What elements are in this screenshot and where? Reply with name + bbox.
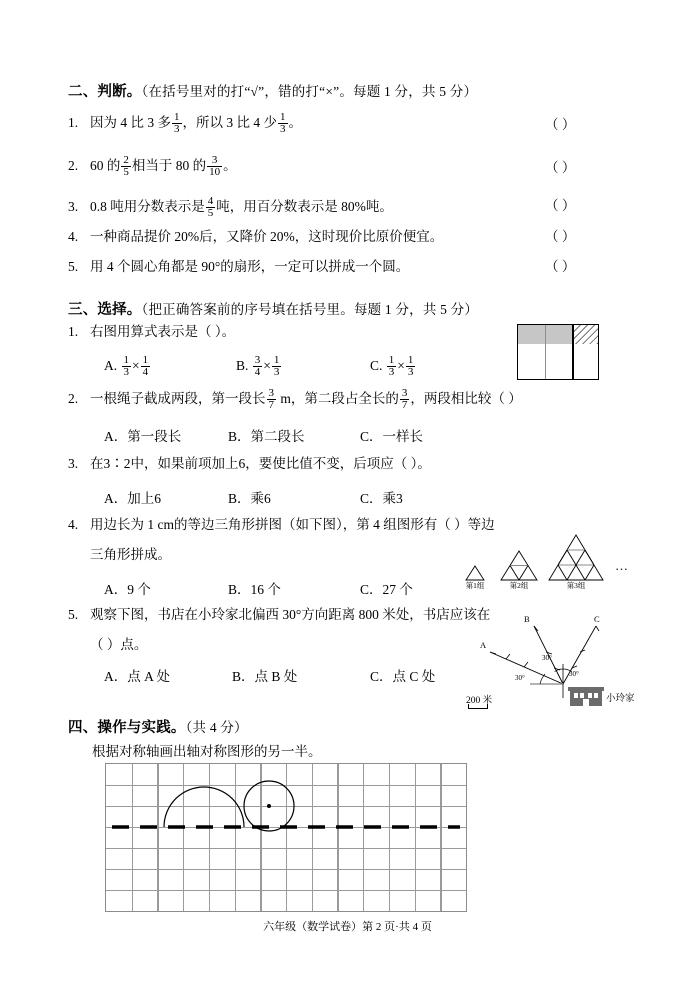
symmetry-grid[interactable] [105, 763, 467, 912]
choice-item-3-stem [68, 457, 431, 471]
judge-item-1 [68, 112, 302, 136]
judge-item-3-fraction-1: $\frac{4}{5}$ [207, 194, 214, 220]
choice-item-4-number: 4. [68, 517, 79, 532]
choice-item-2-stem [68, 388, 522, 412]
map-scale-bar [466, 692, 492, 706]
choice-item-5-stem-line1 [68, 608, 490, 622]
triangle-group-3 [545, 533, 607, 590]
triangle-group-3-label: 第3组 [566, 581, 586, 590]
map-angle-left: 30° [515, 674, 525, 682]
judge-item-3-answer-blank[interactable]: （ ） [545, 198, 576, 213]
map-point-b-label: B [524, 614, 530, 624]
map-point-a-label: A [480, 640, 487, 650]
judge-item-5-number: 5. [68, 259, 79, 274]
triangle-group-3-icon [545, 533, 607, 583]
map-scale-label: 200 米 [466, 696, 493, 706]
choice-item-5-number: 5. [68, 607, 79, 622]
judge-item-4-text: 一种商品提价 20%后，又降价 20%，这时现价比原价便宜。 [90, 229, 444, 244]
choice-item-3-option-c[interactable]: C．乘3 [360, 491, 403, 506]
triangle-group-1-icon [460, 562, 490, 582]
judge-item-1-fraction-2: $\frac{1}{3}$ [280, 110, 286, 136]
judge-item-4-number: 4. [68, 229, 79, 244]
choice-item-1-option-c-operator: × [397, 358, 405, 374]
section-judge-paren: （在括号里对的打“√”，错的打“×”。每题 1 分，共 5 分） [141, 84, 478, 99]
fraction-bar-figure [517, 324, 599, 380]
direction-map-figure [468, 612, 648, 702]
choice-item-3-number: 3. [68, 456, 79, 471]
choice-item-1-option-b[interactable] [236, 355, 282, 379]
judge-item-2-number: 2. [68, 158, 79, 174]
choice-item-1-option-c-fraction-1: $\frac{1}{3}$ [388, 353, 395, 379]
column-divider-1 [545, 325, 546, 379]
triangle-group-2-label: 第2组 [509, 581, 529, 590]
choice-item-1-option-b-fraction-2: $\frac{1}{3}$ [273, 353, 280, 379]
triangle-group-1 [460, 562, 490, 590]
triangle-group-2 [497, 548, 541, 590]
section-choice-paren: （把正确答案前的序号填在括号里。每题 1 分，共 5 分） [141, 302, 479, 317]
choice-item-1-option-a-fraction-2: $\frac{1}{4}$ [142, 353, 149, 379]
judge-item-3-number: 3. [68, 199, 79, 215]
choice-item-1-option-a[interactable] [104, 355, 151, 379]
practice-instruction: 根据对称轴画出轴对称图形的另一半。 [92, 744, 322, 759]
choice-item-5-option-c[interactable]: C．点 C 处 [370, 669, 436, 684]
judge-item-1-post: 。 [288, 115, 302, 131]
choice-item-1-option-c[interactable] [370, 355, 416, 379]
map-point-c-label: C [594, 614, 600, 624]
section-judge-label: 二、判断。 [68, 84, 142, 100]
page-footer: 六年级（数学试卷）第 2 页·共 4 页 [263, 921, 432, 933]
section-practice-label: 四、操作与实践。 [68, 720, 186, 736]
judge-item-4-answer-blank[interactable]: （ ） [545, 229, 576, 244]
triangle-series-ellipsis: … [615, 558, 629, 573]
hatched-region [573, 325, 598, 344]
home-label: 小玲家 [606, 694, 635, 704]
choice-item-4-stem-line2: 三角形拼成。 [90, 547, 171, 562]
choice-item-2-post[interactable]: ，两段相比较（ ） [410, 391, 522, 407]
choice-item-4-stem-line1 [68, 518, 495, 532]
choice-item-5-text-1: 观察下图，书店在小玲家北偏西 30°方向距离 800 米处，书店应该在 [90, 607, 491, 622]
choice-item-1-number: 1. [68, 324, 79, 339]
judge-item-2 [68, 155, 237, 179]
map-scale-bracket [468, 704, 488, 709]
home-marker [568, 684, 604, 711]
choice-item-5-option-a[interactable]: A．点 A 处 [104, 669, 171, 684]
choice-item-2-number: 2. [68, 391, 79, 407]
choice-item-5-stem-line2[interactable]: （ ）点。 [90, 637, 148, 652]
choice-item-1-option-a-operator: × [132, 358, 140, 374]
hatch-pattern-icon [573, 325, 598, 344]
choice-item-2-mid: m，第二段占全长的 [280, 391, 399, 407]
choice-item-1-option-b-label: B. [236, 358, 249, 374]
triangle-group-1-label: 第1组 [465, 581, 485, 590]
judge-item-1-mid: ，所以 3 比 4 少 [182, 115, 277, 131]
section-practice-heading [68, 716, 248, 737]
choice-item-3-option-a[interactable]: A．加上6 [104, 491, 161, 506]
column-divider-2 [572, 325, 574, 379]
choice-item-2-fraction-2: $\frac{3}{7}$ [401, 386, 408, 412]
judge-item-3-mid: 吨，用百分数表示是 80%吨。 [216, 199, 393, 215]
judge-item-2-answer-blank[interactable]: （ ） [545, 160, 576, 175]
judge-item-3-pre: 0.8 吨用分数表示是 [90, 199, 205, 215]
judge-item-1-pre: 因为 4 比 3 多 [90, 115, 171, 131]
choice-item-2-option-b[interactable]: B．第二段长 [228, 429, 305, 444]
judge-item-1-answer-blank[interactable]: （ ） [545, 117, 576, 132]
section-judge-heading [68, 80, 477, 101]
judge-item-5-text: 用 4 个圆心角都是 90°的扇形，一定可以拼成一个圆。 [90, 259, 410, 274]
symmetry-figure-overlay [106, 764, 466, 911]
judge-item-2-fraction-1: $\frac{2}{5}$ [123, 153, 129, 179]
semicircle-arc [164, 787, 244, 827]
choice-item-1-text[interactable]: 右图用算式表示是（ ）。 [90, 324, 236, 339]
triangle-group-2-icon [497, 548, 541, 582]
choice-item-2-pre: 一根绳子截成两段，第一段长 [90, 391, 266, 407]
judge-item-2-post: 。 [223, 158, 237, 174]
section-choice-label: 三、选择。 [68, 302, 142, 318]
judge-item-3 [68, 196, 393, 220]
choice-item-2-option-c[interactable]: C．一样长 [360, 429, 424, 444]
house-icon [568, 684, 604, 706]
choice-item-4-option-b[interactable]: B．16 个 [228, 582, 281, 597]
choice-item-2-fraction-1: $\frac{3}{7}$ [268, 386, 274, 412]
choice-item-4-text-1[interactable]: 用边长为 1 cm的等边三角形拼图（如下图），第 4 组图形有（ ）等边 [90, 517, 495, 532]
judge-item-2-fraction-2: $\frac{3}{10}$ [209, 153, 221, 179]
judge-item-1-fraction-1: $\frac{1}{3}$ [174, 110, 180, 136]
choice-item-1-option-a-fraction-1: $\frac{1}{3}$ [123, 353, 129, 379]
choice-item-1-option-c-fraction-2: $\frac{1}{3}$ [407, 353, 414, 379]
judge-item-1-number: 1. [68, 115, 79, 131]
choice-item-1-stem [68, 325, 235, 339]
choice-item-1-option-b-operator: × [263, 358, 271, 374]
choice-item-4-option-a[interactable]: A．9 个 [104, 582, 151, 597]
choice-item-3-text[interactable]: 在3∶2中，如果前项加上6，要使比值不变，后项应（ ）。 [90, 456, 431, 471]
choice-item-1-option-b-fraction-1: $\frac{3}{4}$ [254, 353, 261, 379]
choice-item-5-option-b[interactable]: B．点 B 处 [232, 669, 298, 684]
choice-item-4-option-c[interactable]: C．27 个 [360, 582, 413, 597]
choice-item-1-option-a-label: A. [104, 358, 118, 374]
choice-item-3-option-b[interactable]: B．乘6 [228, 491, 271, 506]
choice-item-2-option-a[interactable]: A．第一段长 [104, 429, 182, 444]
choice-item-1-option-c-label: C. [370, 358, 383, 374]
section-practice-paren: （共 4 分） [185, 720, 248, 735]
circle-center-dot [267, 804, 271, 808]
section-choice-heading [68, 298, 478, 319]
judge-item-5-answer-blank[interactable]: （ ） [545, 259, 576, 274]
judge-item-2-mid: 相当于 80 的 [131, 158, 207, 174]
map-angle-middle: 30° [542, 654, 552, 662]
map-angle-right: 30° [569, 670, 579, 678]
judge-item-4 [68, 230, 443, 244]
judge-item-5 [68, 260, 409, 274]
judge-item-2-pre: 60 的 [90, 158, 121, 174]
